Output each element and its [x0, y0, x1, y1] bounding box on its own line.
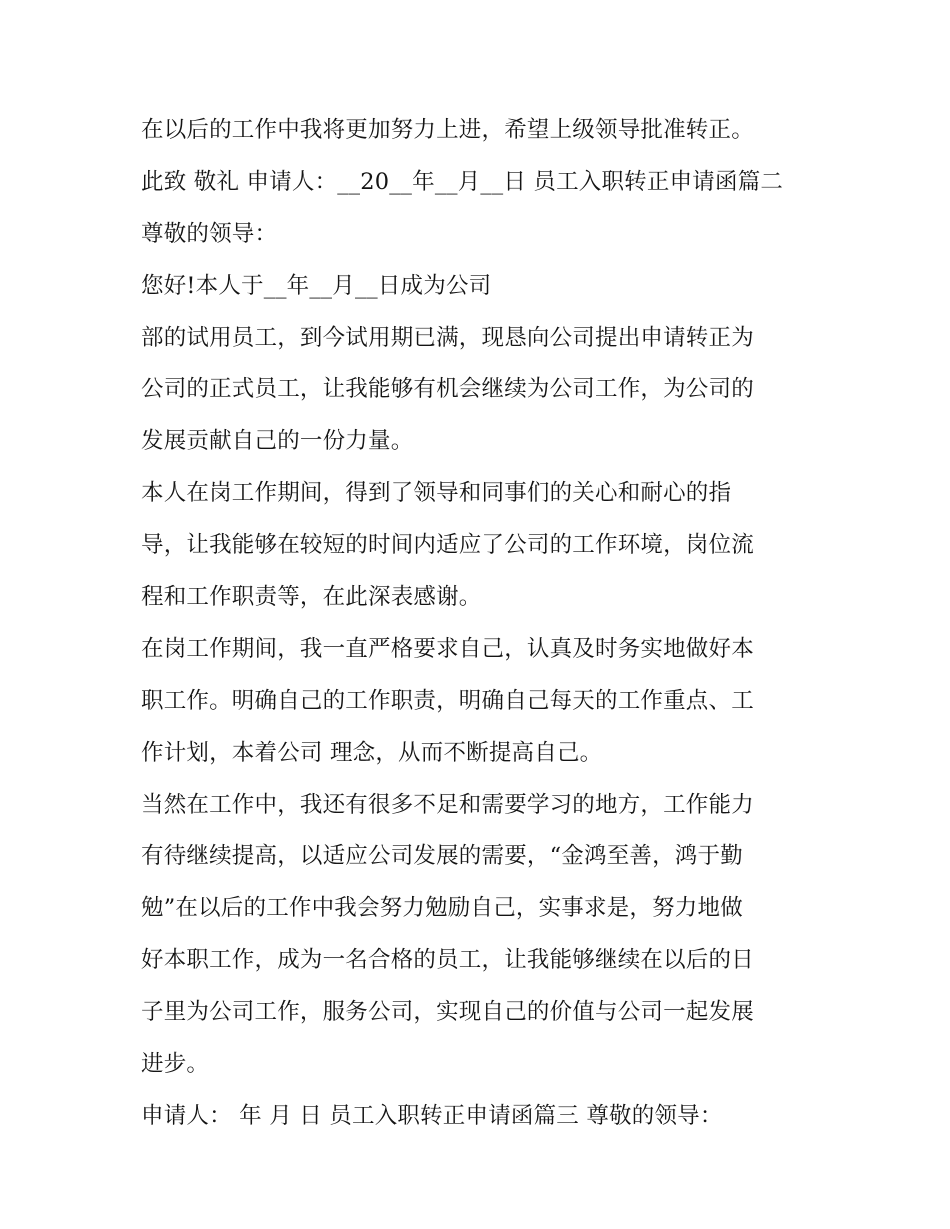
text-line: 尊敬的领导： — [141, 220, 278, 247]
text-line: 公司的正式员工，让我能够有机会继续为公司工作，为公司的 — [141, 376, 754, 403]
text-line: 您好!本人于__年__月__日成为公司 — [141, 272, 492, 299]
text-line: 在岗工作期间，我一直严格要求自己，认真及时务实地做好本 — [141, 635, 754, 662]
text-line: 作计划，本着公司 理念，从而不断提高自己。 — [141, 739, 603, 766]
text-line: 发展贡献自己的一份力量。 — [141, 428, 414, 455]
text-line: 有待继续提高，以适应公司发展的需要，“金鸿至善，鸿于勤 — [141, 843, 743, 870]
document-body — [141, 105, 821, 1143]
text-line: 部的试用员工，到今试用期已满，现恳向公司提出申请转正为 — [141, 324, 754, 351]
text-line: 此致 敬礼 申请人：__20__年__月__日 员工入职转正申请函篇二 — [141, 168, 784, 195]
text-line: 申请人： 年 月 日 员工入职转正申请函篇三 尊敬的领导： — [141, 1102, 723, 1129]
text-line: 本人在岗工作期间，得到了领导和同事们的关心和耐心的指 — [141, 480, 732, 507]
text-line: 在以后的工作中我将更加努力上进，希望上级领导批准转正。 — [141, 117, 754, 143]
text-line: 进步。 — [141, 1051, 210, 1078]
text-line: 好本职工作，成为一名合格的员工，让我能够继续在以后的日 — [141, 947, 754, 974]
text-line: 当然在工作中，我还有很多不足和需要学习的地方，工作能力 — [141, 791, 754, 818]
text-line: 程和工作职责等，在此深表感谢。 — [141, 584, 482, 611]
text-line: 勉”在以后的工作中我会努力勉励自己，实事求是，努力地做 — [141, 895, 743, 922]
text-line: 导，让我能够在较短的时间内适应了公司的工作环境，岗位流 — [141, 532, 754, 559]
text-line: 子里为公司工作，服务公司，实现自己的价值与公司一起发展 — [141, 999, 754, 1026]
text-line: 职工作。明确自己的工作职责，明确自己每天的工作重点、工 — [141, 687, 754, 714]
